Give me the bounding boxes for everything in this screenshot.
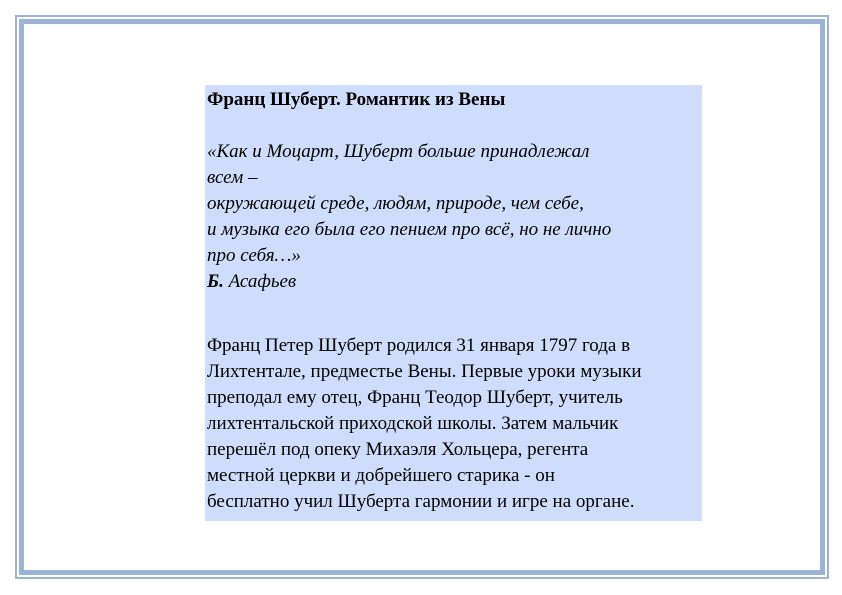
author-initial: Б.	[207, 271, 224, 292]
quote-line: всем –	[207, 167, 258, 188]
quote-line: и музыка его была его пением про всё, но не лично	[207, 219, 612, 240]
body-line: местной церкви и добрейшего старика - он	[207, 465, 555, 486]
quote-line: «Как и Моцарт, Шуберт больше принадлежал	[207, 141, 590, 162]
biography-paragraph	[207, 333, 700, 515]
document-title: Франц Шуберт. Романтик из Вены	[207, 89, 506, 110]
epigraph-quote	[207, 139, 700, 295]
quote-author	[207, 269, 700, 295]
quote-line: про себя…»	[207, 245, 301, 266]
author-name: Асафьев	[223, 271, 297, 292]
body-line: лихтентальской приходской школы. Затем мальчик	[207, 413, 619, 434]
body-line: перешёл под опеку Михаэля Хольцера, регента	[207, 439, 589, 460]
body-line: Франц Петер Шуберт родился 31 января 1797 года в	[207, 335, 631, 356]
quote-line: окружающей среде, людям, природе, чем себе,	[207, 193, 584, 214]
body-line: бесплатно учил Шуберта гармонии и игре на органе.	[207, 491, 635, 512]
body-line: преподал ему отец, Франц Теодор Шуберт, учитель	[207, 387, 623, 408]
body-line: Лихтентале, предместье Вены. Первые уроки музыки	[207, 361, 642, 382]
text-block	[205, 85, 702, 521]
